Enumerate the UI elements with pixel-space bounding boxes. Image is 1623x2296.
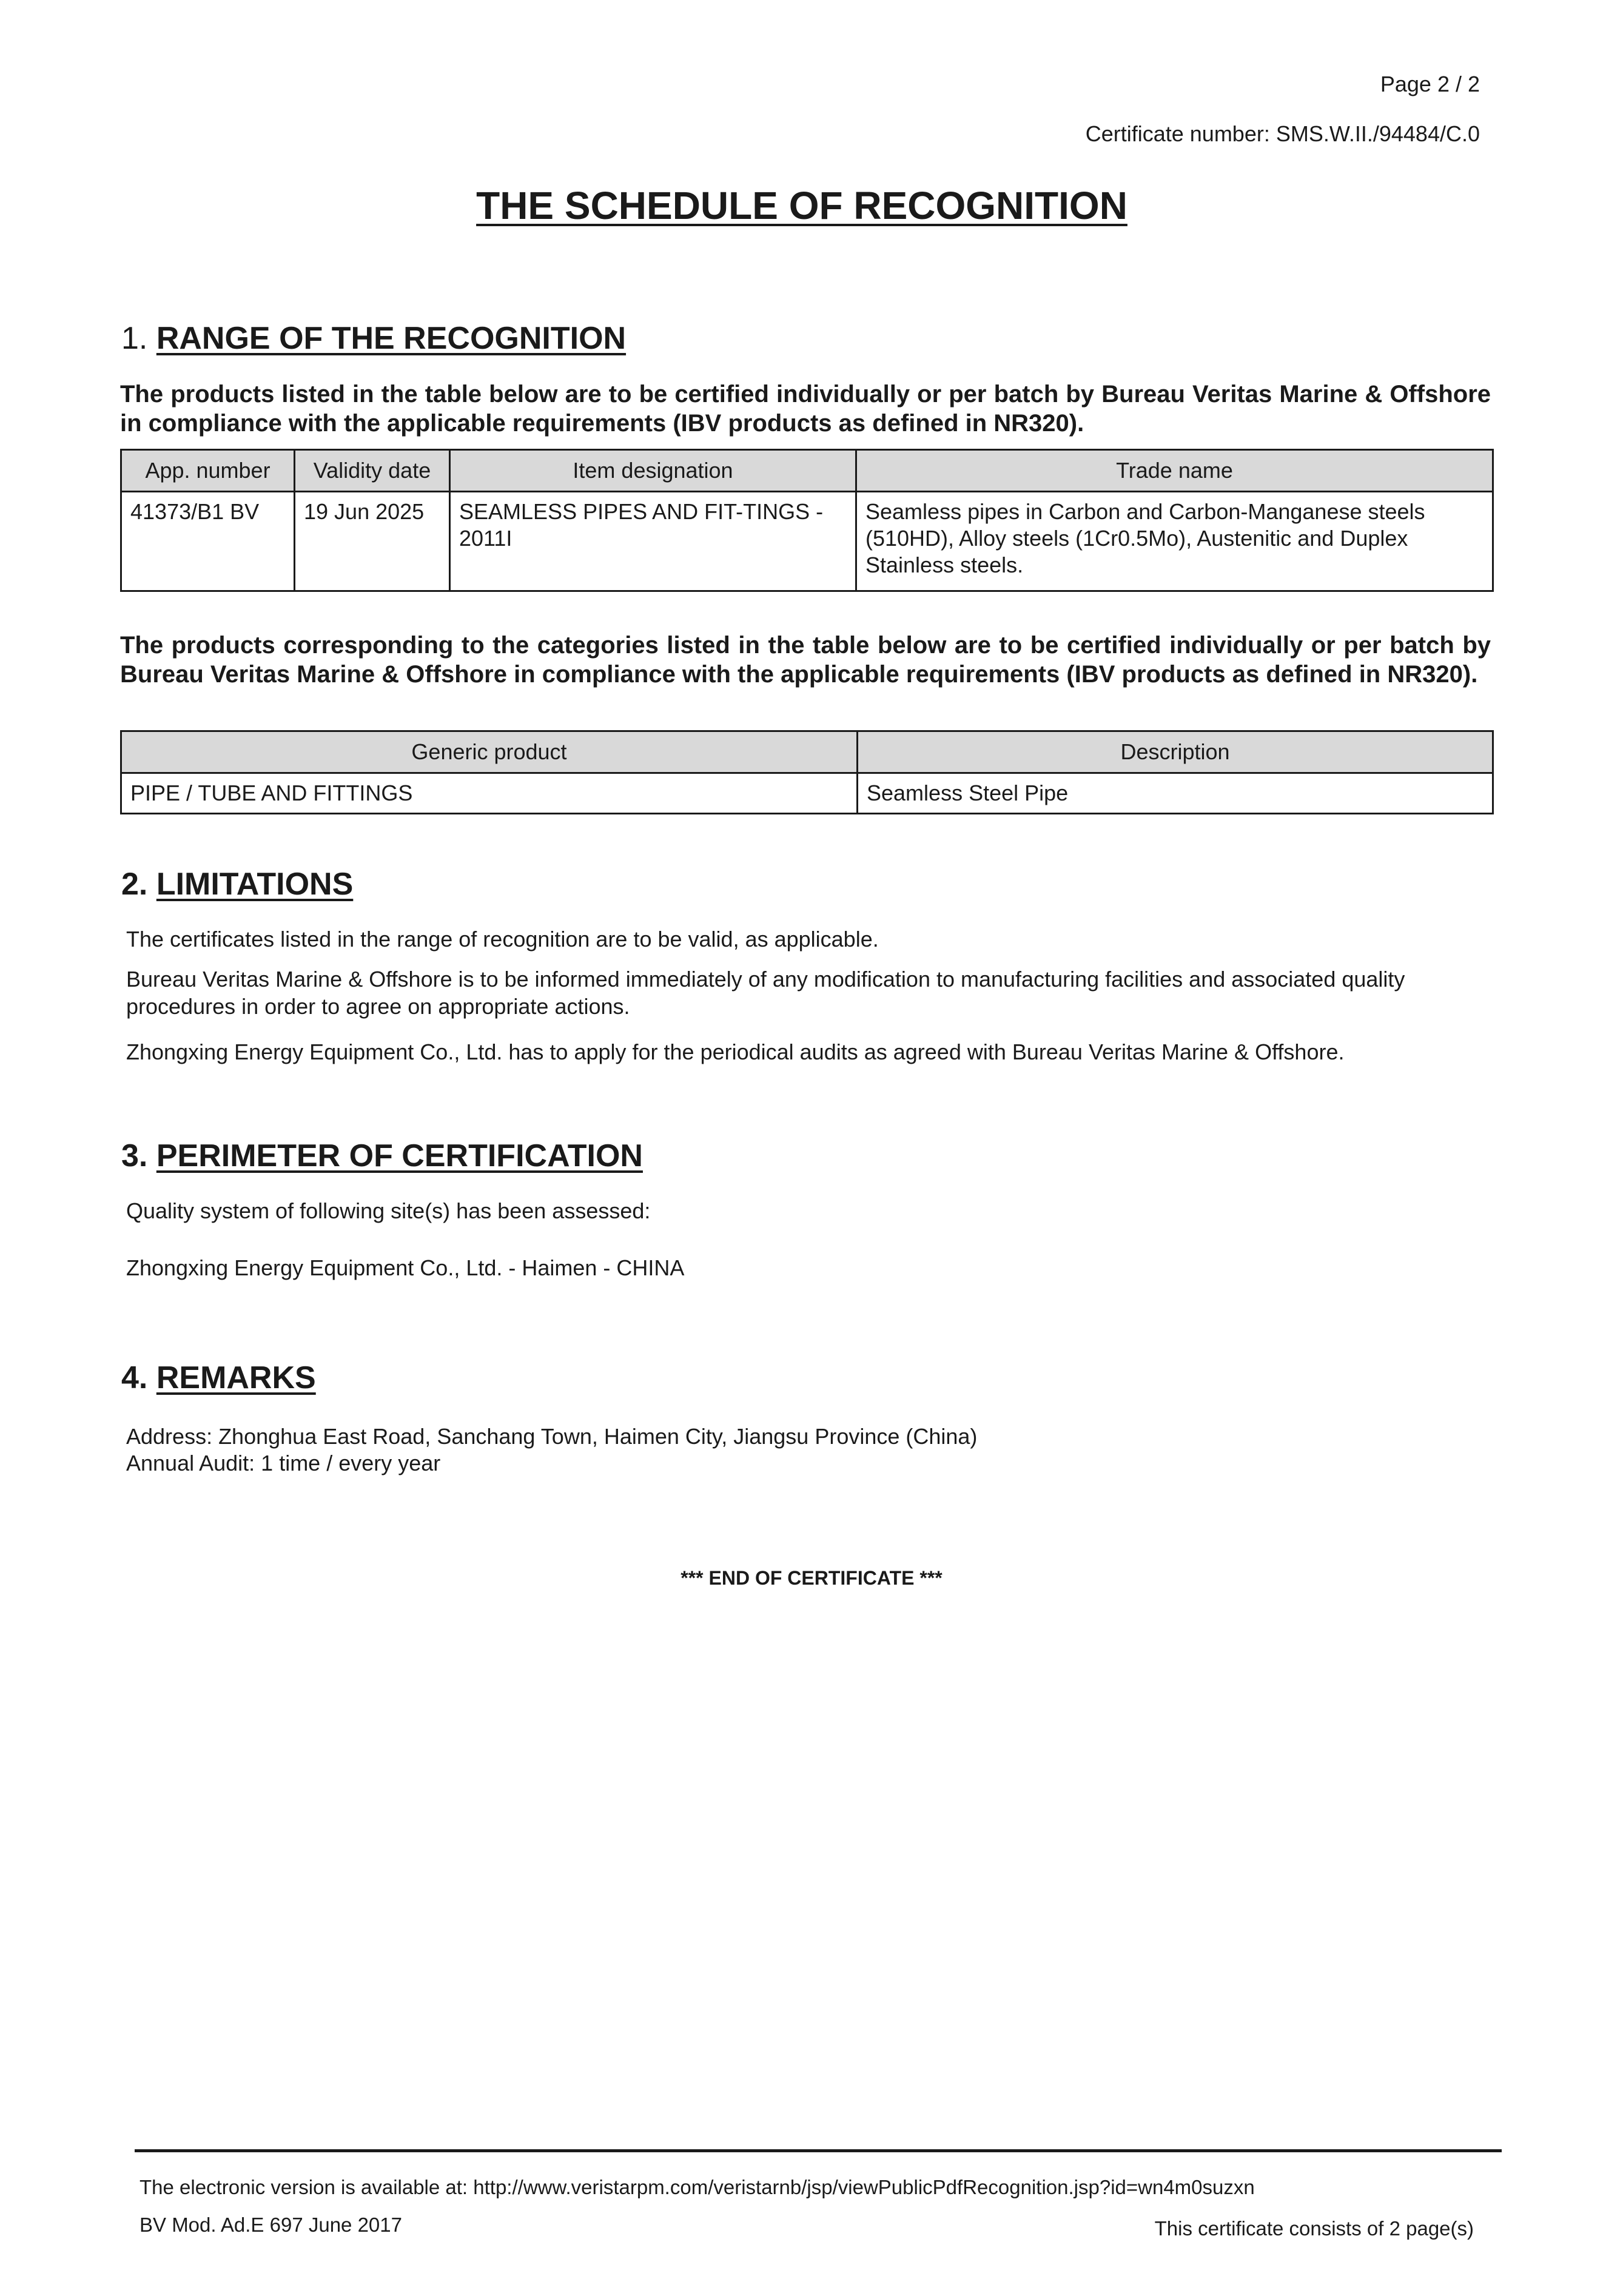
page-title: THE SCHEDULE OF RECOGNITION	[476, 184, 1127, 227]
form-model: BV Mod. Ad.E 697 June 2017	[139, 2214, 402, 2236]
generic-product-table	[120, 730, 1494, 814]
section-4-heading	[121, 1360, 316, 1396]
section-title: PERIMETER OF CERTIFICATION	[156, 1138, 643, 1173]
section-1-intro: The products listed in the table below are to be certified individually or per batch by Bureau Veritas Marine & Offshore in compliance with the applicable requirements (IBV products as defined in NR320).	[120, 381, 1491, 437]
page-count-note: This certificate consists of 2 page(s)	[1154, 2217, 1474, 2240]
remarks-address: Address: Zhonghua East Road, Sanchang Town, Haimen City, Jiangsu Province (China)	[126, 1424, 978, 1449]
section-title: RANGE OF THE RECOGNITION	[156, 321, 627, 356]
section-2-heading	[121, 866, 353, 902]
section-1-intro-2: The products corresponding to the categories listed in the table below are to be certified individually or per batch by Bureau Veritas Marine & Offshore in compliance with the applicable requirements (IBV products as defined in NR320).	[120, 632, 1491, 688]
column-header: Description	[858, 731, 1493, 773]
page-number: Page 2 / 2	[1380, 72, 1480, 96]
section-number: 2.	[121, 867, 148, 902]
perimeter-site: Zhongxing Energy Equipment Co., Ltd. - Haimen - CHINA	[126, 1255, 685, 1280]
table-row	[121, 492, 1493, 591]
table-row	[121, 773, 1493, 814]
limitations-paragraph: Zhongxing Energy Equipment Co., Ltd. has to apply for the periodical audits as agreed with Bureau Veritas Marine & Offshore.	[126, 1039, 1345, 1064]
table-header-row	[121, 731, 1493, 773]
column-header: Validity date	[295, 450, 450, 492]
certificate-number: Certificate number: SMS.W.II./94484/C.0	[1085, 121, 1480, 146]
description-cell: Seamless Steel Pipe	[858, 773, 1493, 814]
section-number: 1.	[121, 321, 148, 356]
section-3-heading	[121, 1138, 643, 1174]
column-header: Trade name	[856, 450, 1493, 492]
perimeter-paragraph: Quality system of following site(s) has been assessed:	[126, 1198, 651, 1223]
column-header: Item designation	[450, 450, 856, 492]
section-number: 4.	[121, 1360, 148, 1395]
trade-name-cell: Seamless pipes in Carbon and Carbon-Manganese steels (510HD), Alloy steels (1Cr0.5Mo), Austenitic and Duplex Stainless steels.	[856, 492, 1493, 591]
electronic-version-note: The electronic version is available at: http://www.veristarpm.com/veristarnb/jsp/viewPublicPdfRecognition.jsp?id=wn4m0suzxn	[139, 2176, 1255, 2198]
section-number: 3.	[121, 1138, 148, 1173]
recognition-table	[120, 449, 1494, 592]
app-number-cell: 41373/B1 BV	[121, 492, 295, 591]
section-title: LIMITATIONS	[156, 867, 354, 902]
generic-product-cell: PIPE / TUBE AND FITTINGS	[121, 773, 858, 814]
item-designation-cell: SEAMLESS PIPES AND FIT-TINGS - 2011I	[450, 492, 856, 591]
footer-divider	[135, 2149, 1502, 2152]
end-of-certificate: *** END OF CERTIFICATE ***	[680, 1567, 943, 1589]
column-header: Generic product	[121, 731, 858, 773]
table-header-row	[121, 450, 1493, 492]
remarks-annual-audit: Annual Audit: 1 time / every year	[126, 1451, 441, 1475]
validity-date-cell: 19 Jun 2025	[295, 492, 450, 591]
section-title: REMARKS	[156, 1360, 316, 1395]
column-header: App. number	[121, 450, 295, 492]
limitations-paragraph: The certificates listed in the range of recognition are to be valid, as applicable.	[126, 927, 879, 952]
limitations-paragraph: Bureau Veritas Marine & Offshore is to be informed immediately of any modification to manufacturing facilities and associated quality procedures in order to agree on appropriate actions.	[126, 967, 1405, 1019]
section-1-heading	[121, 320, 626, 357]
